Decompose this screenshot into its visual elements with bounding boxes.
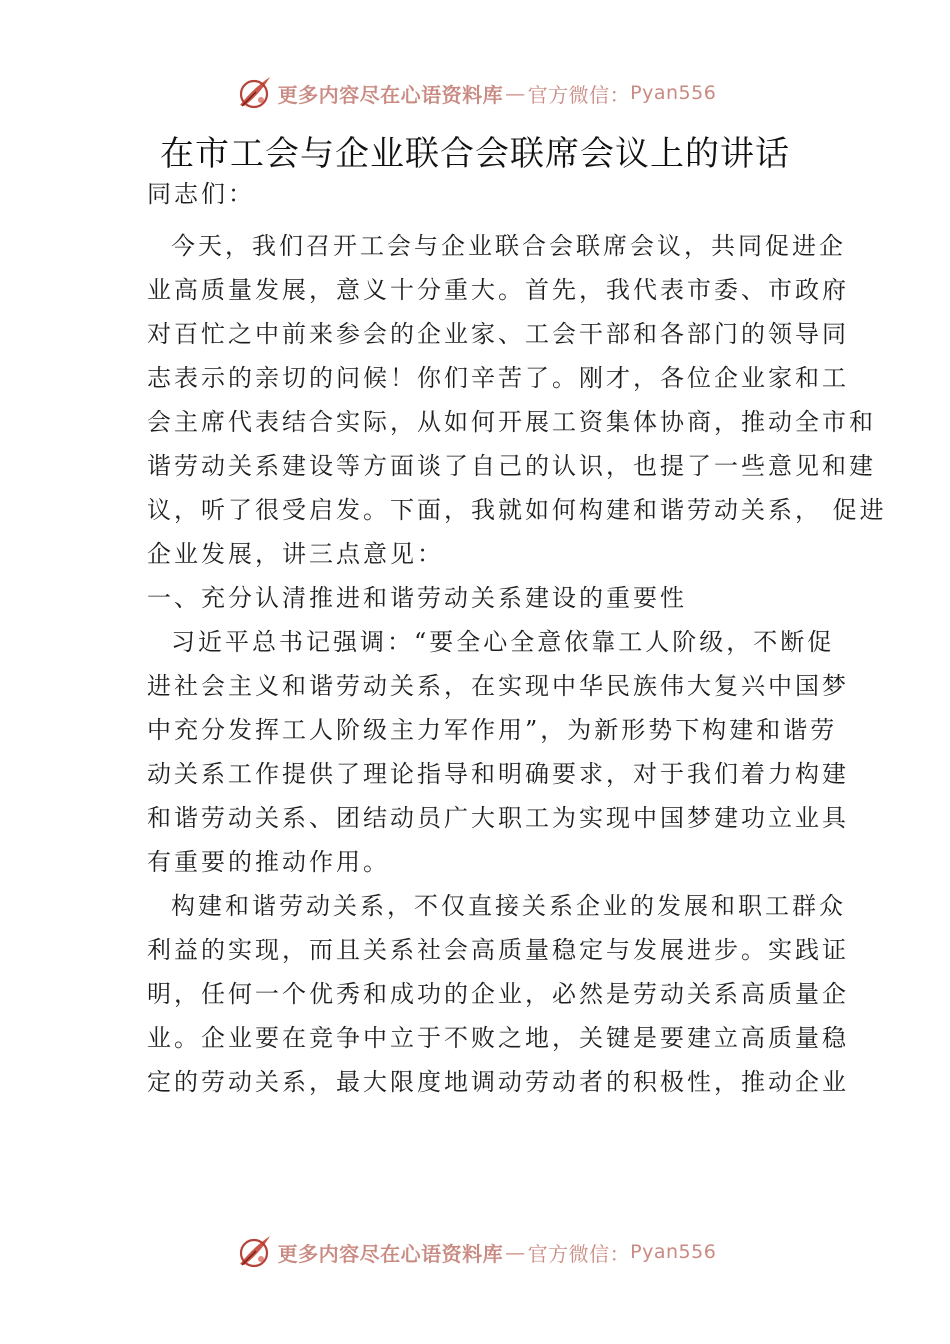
paragraph-line: 业高质量发展，意义十分重大。首先，我代表市委、市政府 xyxy=(147,276,849,304)
watermark-brand: 更多内容尽在心语资料库 xyxy=(277,82,504,107)
section-heading-line: 一、充分认清推进和谐劳动关系建设的重要性 xyxy=(147,584,687,612)
paragraph-line: 议，听了很受启发。下面，我就如何构建和谐劳动关系， 促进 xyxy=(147,496,887,524)
watermark-banner-bottom xyxy=(0,1230,950,1274)
paragraph-line: 习近平总书记强调：“要全心全意依靠工人阶级，不断促 xyxy=(171,628,835,656)
paragraph-line: 对百忙之中前来参会的企业家、工会干部和各部门的领导同 xyxy=(147,320,849,348)
paragraph-intro xyxy=(147,224,887,576)
paragraph-line: 定的劳动关系，最大限度地调动劳动者的积极性，推动企业 xyxy=(147,1068,849,1096)
paragraph-line: 利益的实现，而且关系社会高质量稳定与发展进步。实践证 xyxy=(147,936,849,964)
paragraph-line: 业。企业要在竞争中立于不败之地，关键是要建立高质量稳 xyxy=(147,1024,849,1052)
watermark-wechat-label: 官方微信： xyxy=(527,1241,631,1266)
paragraph-line: 和谐劳动关系、团结动员广大职工为实现中国梦建功立业具 xyxy=(147,804,849,832)
paragraph-line: 企业发展，讲三点意见： xyxy=(147,540,444,568)
watermark-separator: — xyxy=(505,1240,526,1264)
watermark-wechat-id: Pyan556 xyxy=(630,1241,717,1263)
watermark-wechat-id: Pyan556 xyxy=(630,82,717,104)
paragraph-line: 志表示的亲切的问候！你们辛苦了。刚才，各位企业家和工 xyxy=(147,364,849,392)
quill-logo-icon xyxy=(234,1232,274,1272)
paragraph-line: 中充分发挥工人阶级主力军作用”，为新形势下构建和谐劳 xyxy=(147,716,838,744)
document-body xyxy=(147,172,887,1104)
watermark-banner-top xyxy=(0,71,950,115)
paragraph-line: 进社会主义和谐劳动关系，在实现中华民族伟大复兴中国梦 xyxy=(147,672,849,700)
section-heading-1 xyxy=(147,576,817,620)
paragraph-line: 动关系工作提供了理论指导和明确要求，对于我们着力构建 xyxy=(147,760,849,788)
quill-logo-icon xyxy=(234,73,274,113)
paragraph-quote xyxy=(147,620,849,884)
paragraph-line: 谐劳动关系建设等方面谈了自己的认识，也提了一些意见和建 xyxy=(147,452,876,480)
paragraph-line: 构建和谐劳动关系，不仅直接关系企业的发展和职工群众 xyxy=(171,892,846,920)
paragraph-harmony xyxy=(147,884,849,1104)
watermark-wechat-label: 官方微信： xyxy=(527,82,631,107)
document-title: 在市工会与企业联合会联席会议上的讲话 xyxy=(160,134,790,174)
paragraph-line: 今天，我们召开工会与企业联合会联席会议，共同促进企 xyxy=(171,232,846,260)
greeting: 同志们： xyxy=(147,180,255,208)
watermark-brand: 更多内容尽在心语资料库 xyxy=(277,1241,504,1266)
watermark-separator: — xyxy=(505,81,526,105)
paragraph-line: 会主席代表结合实际，从如何开展工资集体协商，推动全市和 xyxy=(147,408,876,436)
paragraph-line: 明，任何一个优秀和成功的企业，必然是劳动关系高质量企 xyxy=(147,980,849,1008)
paragraph-line: 有重要的推动作用。 xyxy=(147,848,390,876)
